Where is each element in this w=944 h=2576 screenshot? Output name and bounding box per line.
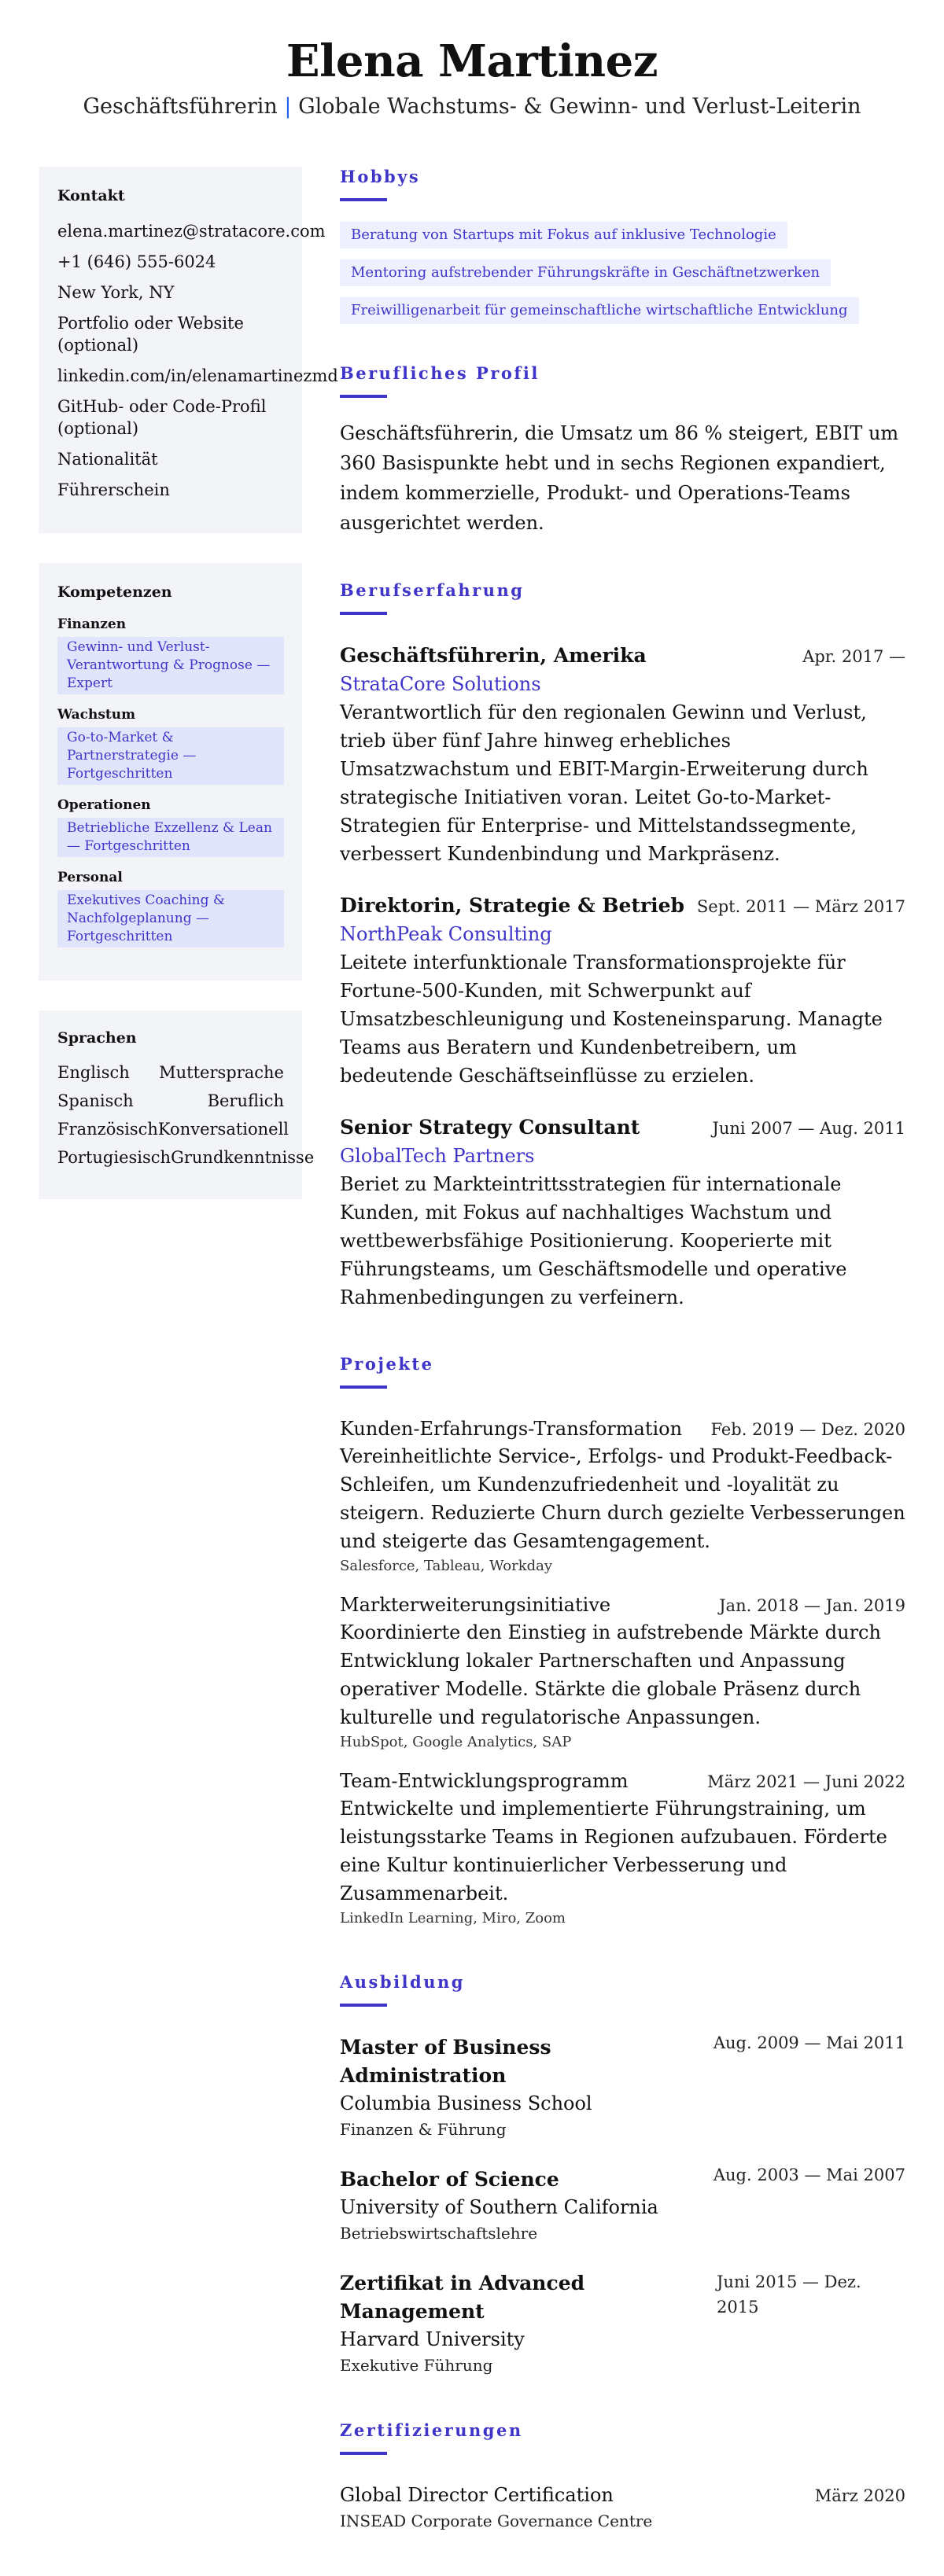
education-heading: Ausbildung: [340, 1972, 465, 1992]
heading-underline: [340, 612, 387, 615]
field-of-study: Exekutive Führung: [340, 2356, 493, 2375]
degree: Zertifikat in Advanced Management: [340, 2272, 585, 2323]
job-dates: Sept. 2011 — März 2017: [696, 897, 905, 916]
hobbies-heading: Hobbys: [340, 167, 421, 186]
education-entry: [340, 2033, 905, 2142]
language-level: Grundkenntnisse: [171, 1148, 315, 1167]
school: University of Southern California: [340, 2196, 658, 2218]
project-dates: März 2021 — Juni 2022: [707, 1772, 905, 1791]
contact-phone[interactable]: +1 (646) 555-6024: [57, 252, 216, 271]
language-name: Französisch: [57, 1120, 158, 1139]
languages-heading: Sprachen: [57, 1029, 137, 1047]
language-row: [57, 1147, 315, 1168]
certification-name: Global Director Certification: [340, 2484, 614, 2506]
project-title: Team-Entwicklungsprogramm: [340, 1770, 629, 1792]
language-row: [57, 1062, 284, 1083]
certification-date: März 2020: [814, 2486, 905, 2505]
project-title: Markterweiterungsinitiative: [340, 1594, 611, 1616]
profile-section: [340, 363, 905, 538]
job-dates: Apr. 2017 —: [802, 647, 905, 666]
skill-category: Personal: [57, 870, 123, 885]
skill-category: Wachstum: [57, 707, 136, 723]
skill-chip: Exekutives Coaching & Nachfolgeplanung — Fortgeschritten: [57, 890, 284, 948]
profile-heading: Berufliches Profil: [340, 363, 540, 383]
heading-underline: [340, 2004, 387, 2007]
skills-heading: Kompetenzen: [57, 583, 172, 601]
education-section: [340, 1972, 905, 2378]
resume-header: [0, 0, 944, 123]
language-level: Beruflich: [207, 1091, 284, 1110]
education-entry: [340, 2269, 905, 2378]
project-tech: LinkedIn Learning, Miro, Zoom: [340, 1910, 566, 1926]
job-title: Geschäftsführerin, Amerika: [340, 644, 647, 667]
language-level: Konversationell: [157, 1120, 289, 1139]
language-name: Englisch: [57, 1063, 130, 1082]
school: Harvard University: [340, 2328, 525, 2350]
project-title: Kunden-Erfahrungs-Transformation: [340, 1418, 683, 1440]
job-title: Direktorin, Strategie & Betrieb: [340, 894, 684, 917]
contact-heading: Kontakt: [57, 187, 125, 204]
project-description: Koordinierte den Einstieg in aufstrebende Märkte durch Entwicklung lokaler Partnerschaften und Anpassung operativer Modelle. Stärkte die globale Präsenz durch kulturelle und regulatorische Anpassungen.: [340, 1621, 881, 1728]
profile-summary: Geschäftsführerin, die Umsatz um 86 % steigert, EBIT um 360 Basispunkte hebt und in sechs Regionen expandiert, indem kommerzielle, Produkt- und Operations-Teams ausgerichtet werden.: [340, 422, 899, 534]
education-dates: Aug. 2003 — Mai 2007: [713, 2166, 905, 2184]
contact-email[interactable]: elena.martinez@stratacore.com: [57, 222, 326, 241]
contact-linkedin[interactable]: linkedin.com/in/elenamartinezmd: [57, 366, 338, 385]
projects-section: [340, 1354, 905, 1930]
job-entry: [340, 642, 905, 868]
job-company: GlobalTech Partners: [340, 1145, 535, 1167]
hobby-chip: Mentoring aufstrebender Führungskräfte in Geschäftnetzwerken: [340, 259, 831, 286]
project-entry: [340, 1415, 905, 1577]
project-description: Vereinheitlichte Service-, Erfolgs- und Produkt-Feedback-Schleifen, um Kundenzufriedenheit und -loyalität zu steigern. Reduzierte Churn durch gezielte Verbesserungen und steigerte das Gesamtengagement.: [340, 1445, 905, 1552]
language-name: Portugiesisch: [57, 1148, 171, 1167]
job-dates: Juni 2007 — Aug. 2011: [712, 1119, 905, 1138]
heading-underline: [340, 395, 387, 398]
headline-role: Geschäftsführerin: [83, 94, 278, 119]
hobbies-section: [340, 167, 905, 335]
job-company: StrataCore Solutions: [340, 673, 541, 695]
certifications-section: [340, 2420, 905, 2534]
skill-chip: Gewinn- und Verlust-Verantwortung & Prognose — Expert: [57, 637, 284, 694]
contact-github[interactable]: GitHub- oder Code-Profil (optional): [57, 397, 267, 438]
job-description: Leitete interfunktionale Transformationsprojekte für Fortune-500-Kunden, mit Schwerpunkt auf Umsatzbeschleunigung und Kosteneinsparung. Managte Teams aus Beratern und Kundenbetreibern, um bedeutende Geschäftseinflüsse zu erzielen.: [340, 951, 883, 1087]
contact-location: New York, NY: [57, 283, 175, 302]
headline-separator: |: [284, 94, 292, 119]
degree: Master of Business Administration: [340, 2036, 551, 2087]
job-description: Beriet zu Markteintrittsstrategien für internationale Kunden, mit Fokus auf nachhaltiges Wachstum und wettbewerbsfähige Positionierung. Kooperierte mit Führungsteams, um Geschäftsmodelle und operative Rahmenbedingungen zu verfeinern.: [340, 1173, 847, 1308]
language-row: [57, 1091, 284, 1111]
project-entry: [340, 1768, 905, 1930]
degree: Bachelor of Science: [340, 2168, 559, 2191]
skills-section: [39, 563, 302, 981]
main-content: [340, 167, 905, 2576]
heading-underline: [340, 198, 387, 201]
candidate-name: Elena Martinez: [286, 35, 658, 87]
heading-underline: [340, 2452, 387, 2455]
headline-focus: Globale Wachstums- & Gewinn- und Verlust-Leiterin: [298, 94, 861, 119]
sidebar: [39, 167, 338, 2576]
field-of-study: Betriebswirtschaftslehre: [340, 2224, 538, 2243]
certifications-heading: Zertifizierungen: [340, 2420, 523, 2440]
job-description: Verantwortlich für den regionalen Gewinn und Verlust, trieb über fünf Jahre hinweg erhebliches Umsatzwachstum und EBIT-Margin-Erweiterung durch strategische Initiativen voran. Leitet Go-to-Market-Strategien für Enterprise- und Mittelstandssegmente, verbessert Kundenbindung und Markpräsenz.: [340, 701, 868, 865]
language-level: Muttersprache: [159, 1063, 284, 1082]
school: Columbia Business School: [340, 2092, 592, 2114]
certification-issuer: INSEAD Corporate Governance Centre: [340, 2512, 653, 2530]
skill-category: Finanzen: [57, 616, 127, 632]
job-company: NorthPeak Consulting: [340, 923, 552, 945]
field-of-study: Finanzen & Führung: [340, 2120, 507, 2139]
heading-underline: [340, 1386, 387, 1389]
project-dates: Feb. 2019 — Dez. 2020: [710, 1420, 905, 1439]
certification-entry: [340, 2482, 905, 2534]
project-tech: Salesforce, Tableau, Workday: [340, 1558, 553, 1574]
skill-chip: Betriebliche Exzellenz & Lean — Fortgeschritten: [57, 818, 284, 857]
project-entry: [340, 1592, 905, 1754]
headline: [0, 91, 944, 123]
language-name: Spanisch: [57, 1091, 134, 1110]
contact-nationality: Nationalität: [57, 450, 158, 469]
skill-category: Operationen: [57, 797, 151, 813]
contact-license: Führerschein: [57, 480, 170, 499]
project-description: Entwickelte und implementierte Führungstraining, um leistungsstarke Teams in Regionen aufzubauen. Förderte eine Kultur kontinuierlicher Verbesserung und Zusammenarbeit.: [340, 1798, 887, 1904]
languages-section: [39, 1010, 315, 1199]
skill-chip: Go-to-Market & Partnerstrategie — Fortgeschritten: [57, 727, 284, 785]
experience-heading: Berufserfahrung: [340, 580, 525, 600]
language-row: [57, 1119, 289, 1139]
education-entry: [340, 2166, 905, 2246]
experience-section: [340, 580, 905, 1312]
job-title: Senior Strategy Consultant: [340, 1116, 640, 1139]
project-tech: HubSpot, Google Analytics, SAP: [340, 1734, 572, 1750]
projects-heading: Projekte: [340, 1354, 434, 1374]
education-dates: Aug. 2009 — Mai 2011: [713, 2033, 905, 2052]
contact-portfolio[interactable]: Portfolio oder Website (optional): [57, 314, 244, 355]
contact-section: [39, 167, 338, 533]
hobby-chip: Freiwilligenarbeit für gemeinschaftliche wirtschaftliche Entwicklung: [340, 297, 859, 324]
project-dates: Jan. 2018 — Jan. 2019: [719, 1596, 905, 1615]
job-entry: [340, 892, 905, 1090]
hobby-chip: Beratung von Startups mit Fokus auf inklusive Technologie: [340, 222, 787, 248]
job-entry: [340, 1113, 905, 1312]
education-dates: Juni 2015 — Dez. 2015: [717, 2272, 861, 2317]
